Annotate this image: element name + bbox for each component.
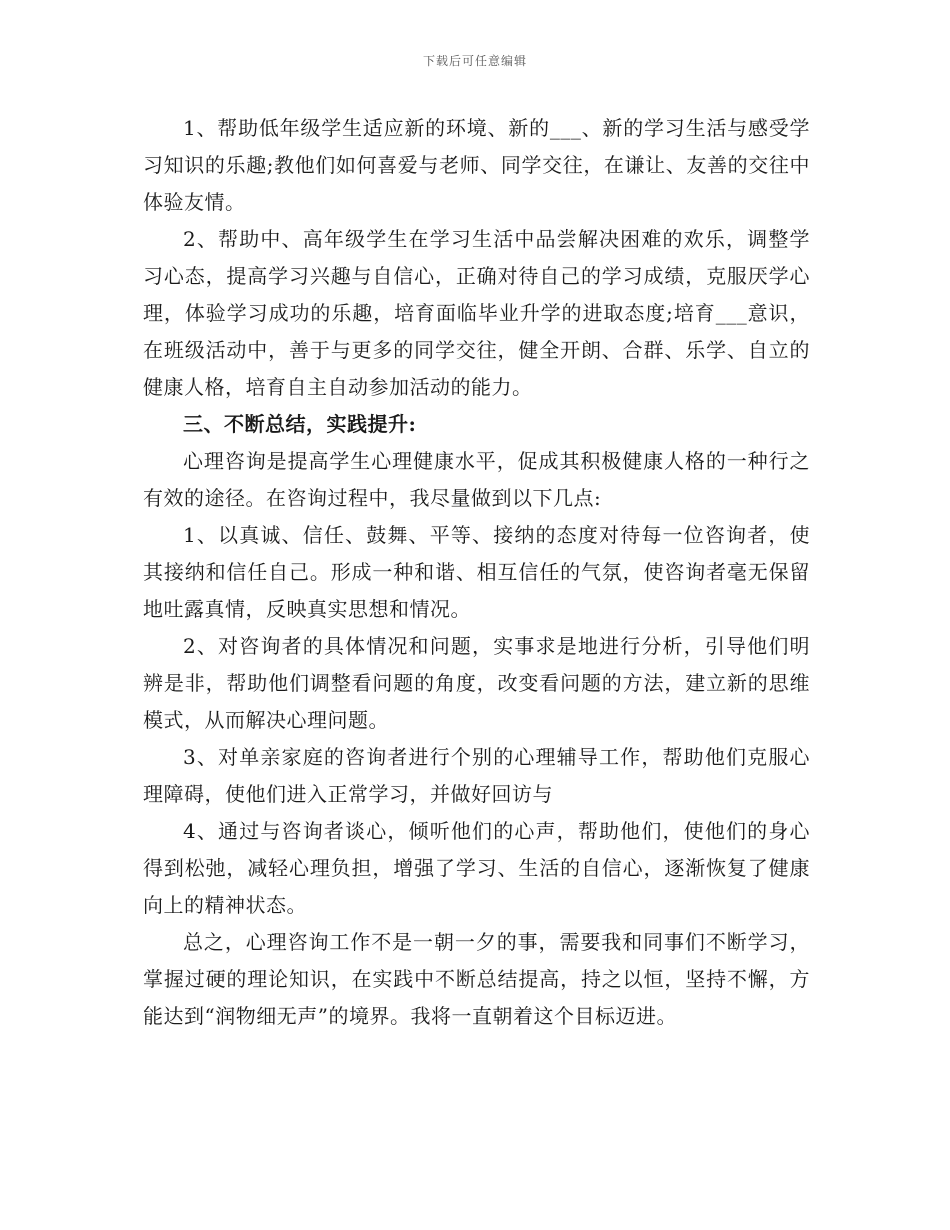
document-body <box>143 110 810 1035</box>
paragraph-lower-grade-adaptation: 1、帮助低年级学生适应新的环境、新的___、新的学习生活与感受学习知识的乐趣;教他们如何喜爱与老师、同学交往，在谦让、友善的交往中体验友情。 <box>143 116 810 214</box>
paragraph-conclusion: 总之，心理咨询工作不是一朝一夕的事，需要我和同事们不断学习，掌握过硬的理论知识，在实践中不断总结提高，持之以恒，坚持不懈，方能达到“润物细无声”的境界。我将一直朝着这个目标迈进。 <box>143 930 810 1028</box>
paragraph-counseling-intro: 心理咨询是提高学生心理健康水平，促成其积极健康人格的一种行之有效的途径。在咨询过程中，我尽量做到以下几点: <box>143 449 810 510</box>
page-header-watermark: 下载后可任意编辑 <box>422 54 527 68</box>
paragraph-upper-grade-learning: 2、帮助中、高年级学生在学习生活中品尝解决困难的欢乐，调整学习心态，提高学习兴趣与自信心，正确对待自己的学习成绩，克服厌学心理，体验学习成功的乐趣，培育面临毕业升学的进取态度;培育___意识，在班级活动中，善于与更多的同学交往，健全开朗、合群、乐学、自立的健康人格，培育自主自动参加活动的能力。 <box>143 227 810 399</box>
paragraph-point-4: 4、通过与咨询者谈心，倾听他们的心声，帮助他们，使他们的身心得到松弛，减轻心理负担，增强了学习、生活的自信心，逐渐恢复了健康向上的精神状态。 <box>143 819 810 917</box>
section-heading-summary-practice: 三、不断总结，实践提升: <box>183 412 417 436</box>
paragraph-point-2: 2、对咨询者的具体情况和问题，实事求是地进行分析，引导他们明辨是非，帮助他们调整看问题的角度，改变看问题的方法，建立新的思维模式，从而解决心理问题。 <box>143 634 810 732</box>
paragraph-point-3: 3、对单亲家庭的咨询者进行个别的心理辅导工作，帮助他们克服心理障碍，使他们进入正常学习，并做好回访与 <box>143 745 810 806</box>
paragraph-point-1: 1、以真诚、信任、鼓舞、平等、接纳的态度对待每一位咨询者，使其接纳和信任自己。形成一种和谐、相互信任的气氛，使咨询者毫无保留地吐露真情，反映真实思想和情况。 <box>143 523 810 621</box>
